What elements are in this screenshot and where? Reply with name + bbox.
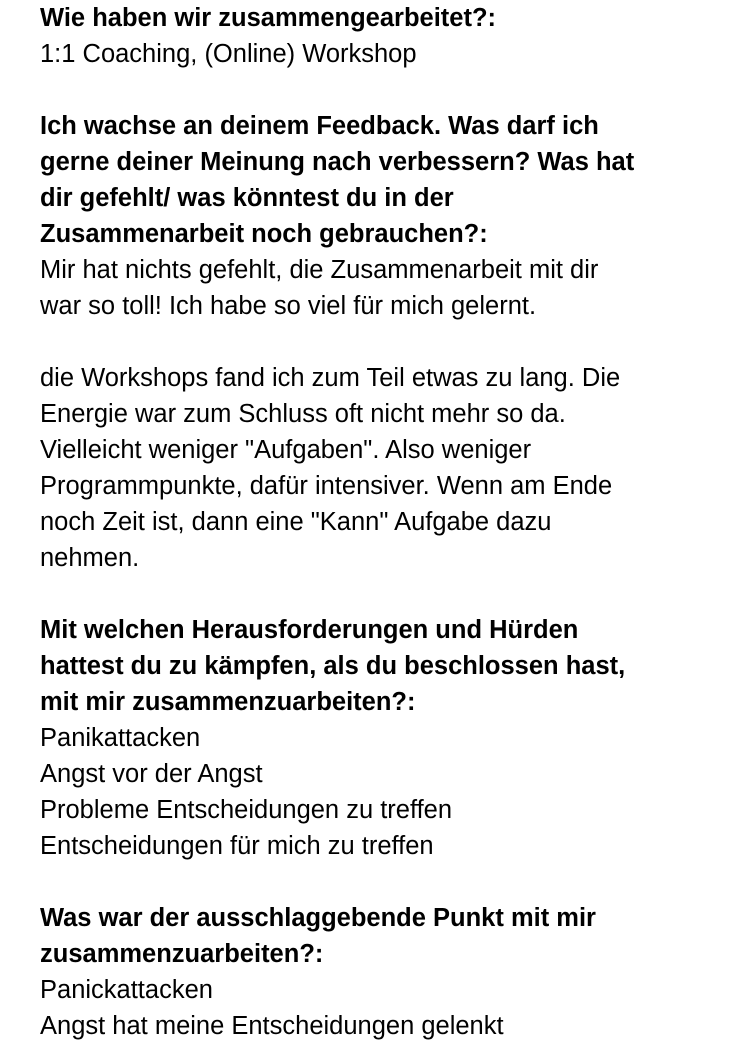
question-heading-line: Was war der ausschlaggebende Punkt mit mir [40,904,596,932]
answer-text-line: war so toll! Ich habe so viel für mich gelernt. [40,292,537,320]
spacer [40,864,723,900]
answer-text-line: noch Zeit ist, dann eine "Kann" Aufgabe dazu [40,508,552,536]
question-heading-line: dir gefehlt/ was könntest du in der [40,184,454,212]
answer-text: 1:1 Coaching, (Online) Workshop [40,40,417,68]
question-heading-line: gerne deiner Meinung nach verbessern? Was hat [40,148,635,176]
answer-text-line: Entscheidungen für mich zu treffen [40,832,434,860]
question-heading-line: Zusammenarbeit noch gebrauchen?: [40,220,488,248]
answer-text-line: Programmpunkte, dafür intensiver. Wenn am Ende [40,472,613,500]
question-heading-line: hattest du zu kämpfen, als du beschlossen hast, [40,652,626,680]
spacer [40,72,723,108]
feedback-entry-collaboration-type [40,0,723,72]
answer-text-line: Panickattacken [40,976,213,1004]
question-heading-line: Ich wachse an deinem Feedback. Was darf ich [40,112,599,140]
spacer [40,576,723,612]
feedback-entry-challenges [40,612,723,864]
answer-text-line: Panikattacken [40,724,201,752]
question-heading-line: zusammenzuarbeiten?: [40,940,324,968]
answer-text-line: nehmen. [40,544,140,572]
feedback-entry-improvements [40,108,723,576]
spacer [40,324,723,360]
answer-text-line: Angst hat meine Entscheidungen gelenkt [40,1012,504,1040]
answer-text-line: Mir hat nichts gefehlt, die Zusammenarbeit mit dir [40,256,599,284]
question-heading-line: Mit welchen Herausforderungen und Hürden [40,616,579,644]
answer-text-line: die Workshops fand ich zum Teil etwas zu lang. Die [40,364,621,392]
feedback-entry-decisive-point [40,900,723,1044]
question-heading: Wie haben wir zusammengearbeitet?: [40,4,497,32]
answer-text-line: Probleme Entscheidungen zu treffen [40,796,453,824]
question-heading-line: mit mir zusammenzuarbeiten?: [40,688,416,716]
answer-text-line: Angst vor der Angst [40,760,263,788]
answer-text-line: Vielleicht weniger "Aufgaben". Also weniger [40,436,532,464]
answer-text-line: Energie war zum Schluss oft nicht mehr so da. [40,400,566,428]
